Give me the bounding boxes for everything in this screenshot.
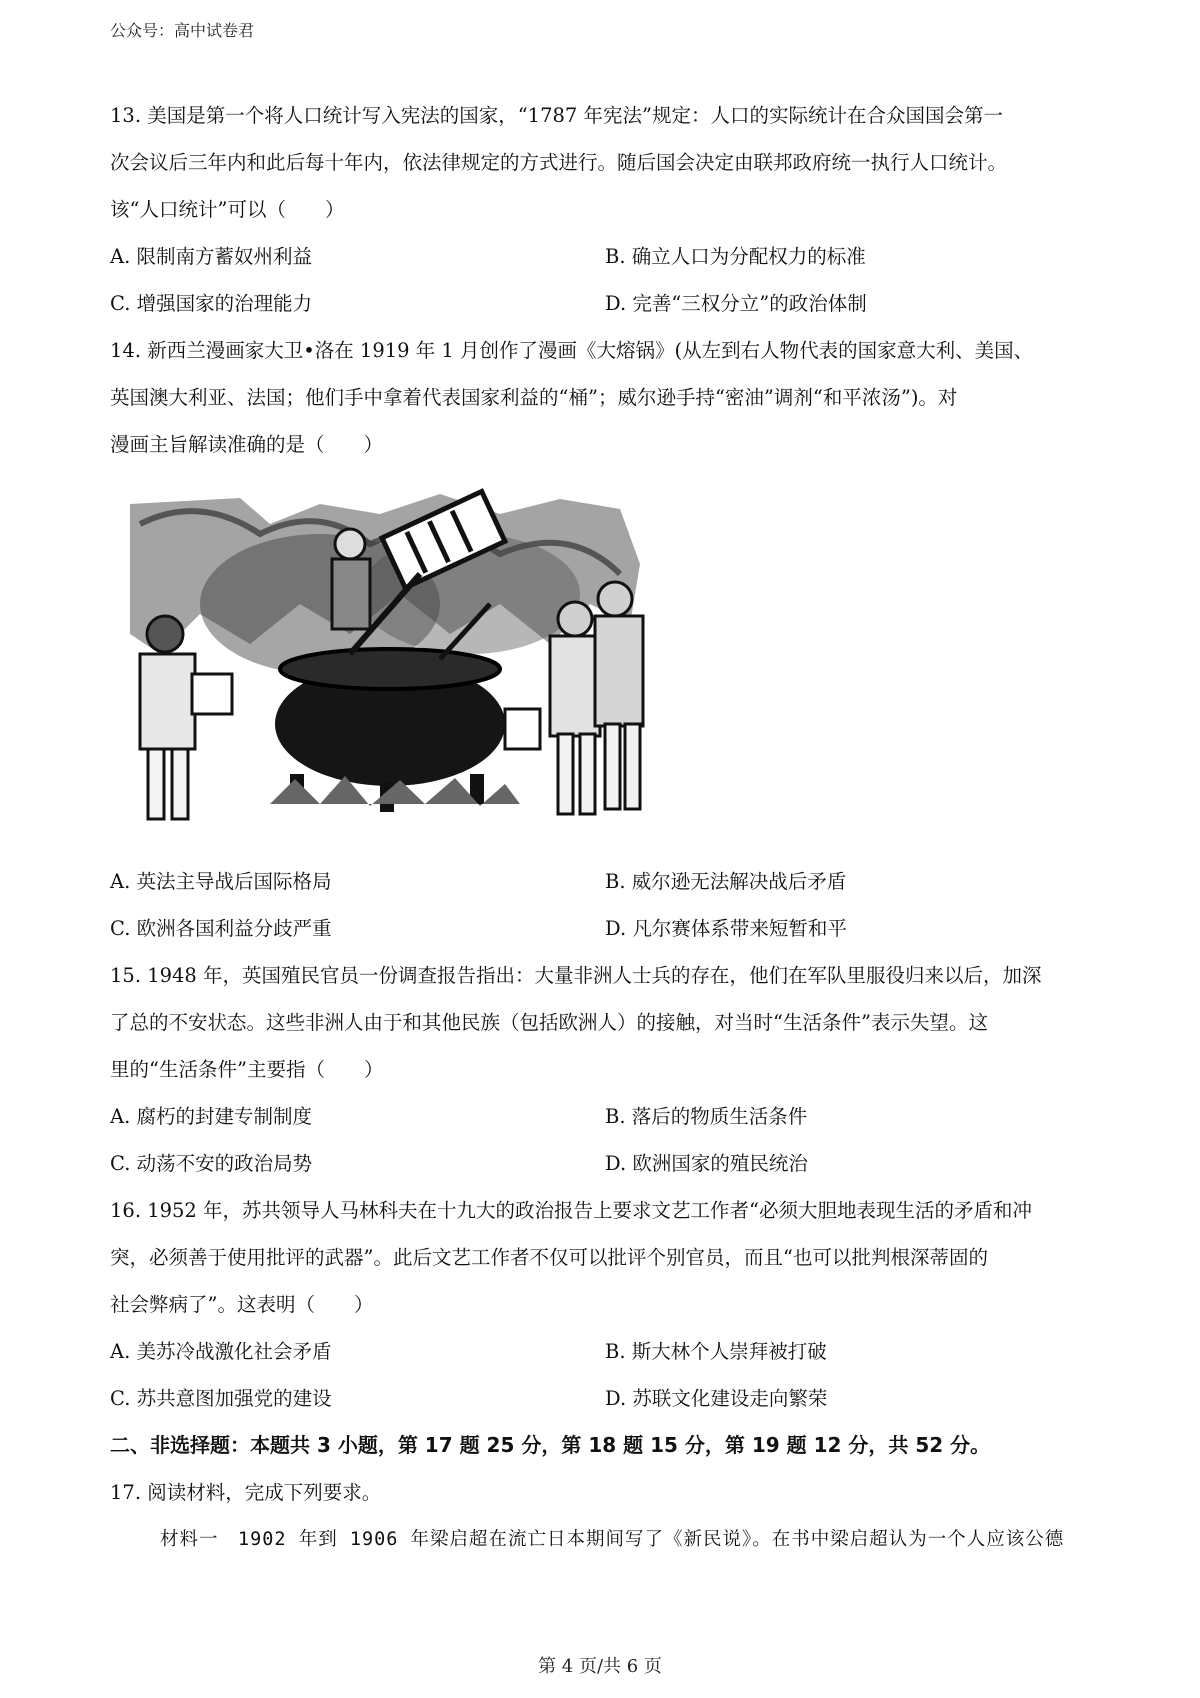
q16-option-a: A. 美苏冷战激化社会矛盾 xyxy=(110,1340,332,1363)
q17-intro: 17. 阅读材料，完成下列要求。 xyxy=(110,1481,382,1504)
source-watermark: 公众号：高中试卷君 xyxy=(110,21,255,40)
q14-option-a: A. 英法主导战后国际格局 xyxy=(110,870,332,893)
q17-material1: 材料一 1902 年到 1906 年梁启超在流亡日本期间写了《新民说》。在书中梁启超认为一个人应该公德 xyxy=(160,1529,1065,1550)
q13-line3: 该“人口统计”可以（ ） xyxy=(110,198,345,221)
q15-line3: 里的“生活条件”主要指（ ） xyxy=(110,1058,384,1081)
q14-options-row2 xyxy=(110,905,1100,952)
q13-option-d: D. 完善“三权分立”的政治体制 xyxy=(605,292,867,315)
q14-line2: 英国澳大利亚、法国；他们手中拿着代表国家利益的“桶”；威尔逊手持“密油”调剂“和平浓汤”)。对 xyxy=(110,386,958,409)
q15-options-row2 xyxy=(110,1140,1100,1187)
q13-options-row2 xyxy=(110,280,1100,327)
q16-option-d: D. 苏联文化建设走向繁荣 xyxy=(605,1387,828,1410)
q13-option-b: B. 确立人口为分配权力的标准 xyxy=(605,245,866,268)
q13-options-row1 xyxy=(110,233,1100,280)
q16-options-row2 xyxy=(110,1375,1100,1422)
q16-options-row1 xyxy=(110,1328,1100,1375)
page-content xyxy=(110,92,1100,1563)
q15-option-a: A. 腐朽的封建专制制度 xyxy=(110,1105,312,1128)
section-2-title: 二、非选择题：本题共 3 小题，第 17 题 25 分，第 18 题 15 分，第 19 题 12 分，共 52 分。 xyxy=(110,1433,991,1457)
q14-options-row1 xyxy=(110,858,1100,905)
q15-line2: 了总的不安状态。这些非洲人由于和其他民族（包括欧洲人）的接触，对当时“生活条件”表示失望。这 xyxy=(110,1011,988,1034)
q16-option-b: B. 斯大林个人崇拜被打破 xyxy=(605,1340,827,1363)
cartoon-illustration xyxy=(120,484,680,844)
q14-option-d: D. 凡尔赛体系带来短暂和平 xyxy=(605,917,847,940)
q14-option-b: B. 威尔逊无法解决战后矛盾 xyxy=(605,870,847,893)
q13-line1: 13. 美国是第一个将人口统计写入宪法的国家，“1787 年宪法”规定：人口的实际统计在合众国国会第一 xyxy=(110,104,1003,127)
q16-option-c: C. 苏共意图加强党的建设 xyxy=(110,1387,332,1410)
q15-options-row1 xyxy=(110,1093,1100,1140)
q15-option-c: C. 动荡不安的政治局势 xyxy=(110,1152,313,1175)
q14-line3: 漫画主旨解读准确的是（ ） xyxy=(110,433,384,456)
q16-line1: 16. 1952 年，苏共领导人马林科夫在十九大的政治报告上要求文艺工作者“必须大胆地表现生活的矛盾和冲 xyxy=(110,1199,1033,1222)
cartoon-melting-pot xyxy=(120,484,680,844)
q14-line1: 14. 新西兰漫画家大卫•洛在 1919 年 1 月创作了漫画《大熔锅》(从左到右人物代表的国家意大利、美国、 xyxy=(110,339,1034,362)
q14-option-c: C. 欧洲各国利益分歧严重 xyxy=(110,917,332,940)
q15-option-d: D. 欧洲国家的殖民统治 xyxy=(605,1152,808,1175)
page-number: 第 4 页/共 6 页 xyxy=(538,1656,662,1677)
q13-option-c: C. 增强国家的治理能力 xyxy=(110,292,313,315)
q15-line1: 15. 1948 年，英国殖民官员一份调查报告指出：大量非洲人士兵的存在，他们在军队里服役归来以后，加深 xyxy=(110,964,1042,987)
q15-option-b: B. 落后的物质生活条件 xyxy=(605,1105,808,1128)
q16-line2: 突，必须善于使用批评的武器”。此后文艺工作者不仅可以批评个别官员，而且“也可以批判根深蒂固的 xyxy=(110,1246,988,1269)
q13-line2: 次会议后三年内和此后每十年内，依法律规定的方式进行。随后国会决定由联邦政府统一执行人口统计。 xyxy=(110,151,1008,174)
q13-option-a: A. 限制南方蓄奴州利益 xyxy=(110,245,312,268)
q16-line3: 社会弊病了”。这表明（ ） xyxy=(110,1293,374,1316)
